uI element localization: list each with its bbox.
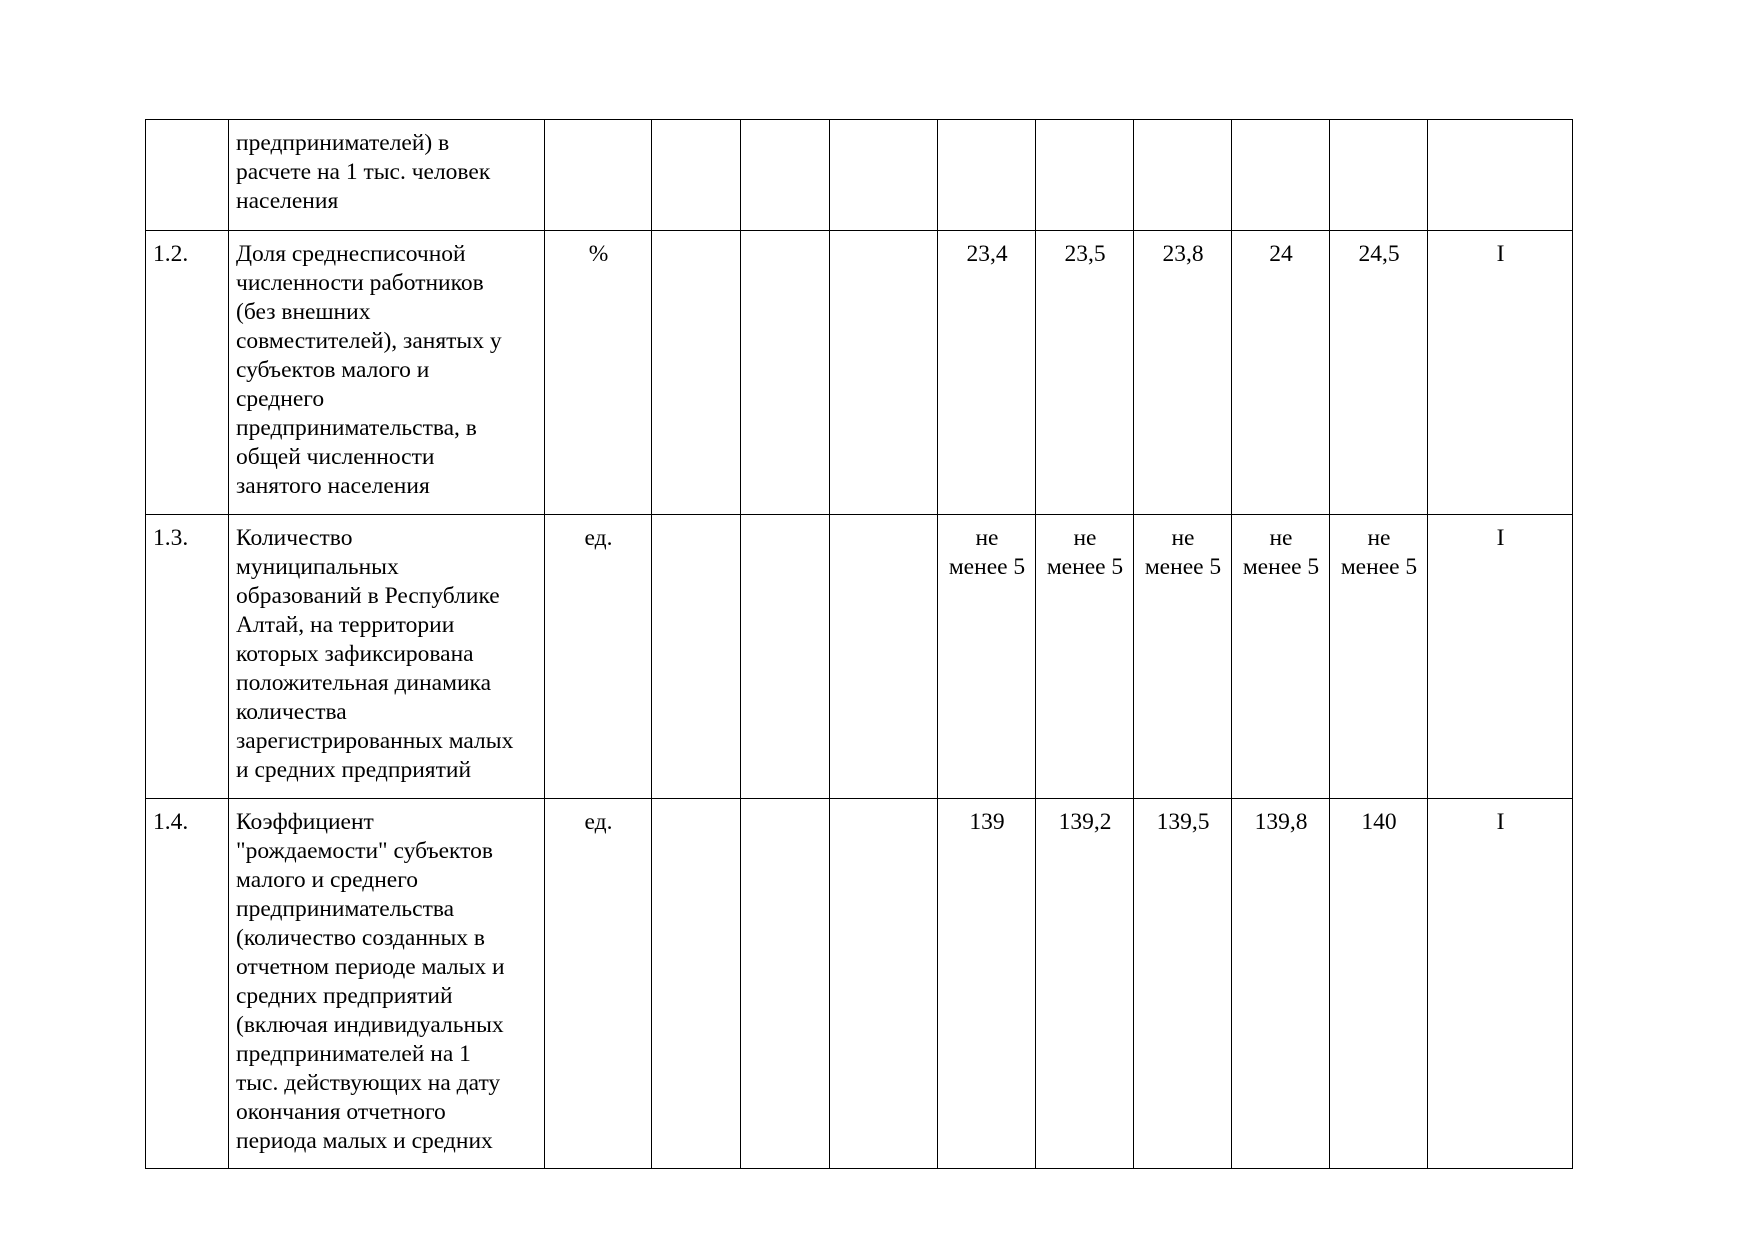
indicator-name-line: образований в Республике	[236, 583, 500, 609]
row-number: 1.3.	[146, 515, 229, 799]
value-cell	[1232, 120, 1330, 231]
row-number	[146, 120, 229, 231]
unit-cell: %	[545, 231, 652, 515]
indicator-name-line: зарегистрированных малых	[236, 728, 514, 754]
indicator-name-line: периода малых и средних	[236, 1128, 493, 1154]
indicator-name-line: расчете на 1 тыс. человек	[236, 159, 491, 185]
indicator-name-line: предпринимательства, в	[236, 415, 477, 441]
value-cell: 24,5	[1330, 231, 1428, 515]
indicator-name-line: муниципальных	[236, 554, 399, 580]
value-cell	[1036, 120, 1134, 231]
indicator-name-line: занятого населения	[236, 473, 430, 499]
indicator-name-line: "рождаемости" субъектов	[236, 838, 493, 864]
unit-cell: ед.	[545, 515, 652, 799]
indicator-name-line: субъектов малого и	[236, 357, 430, 383]
type-cell: I	[1428, 515, 1573, 799]
indicator-name-line: малого и среднего	[236, 867, 419, 893]
row-number: 1.2.	[146, 231, 229, 515]
unit-cell	[545, 120, 652, 231]
value-cell	[1330, 120, 1428, 231]
indicator-name-line: средних предприятий	[236, 983, 453, 1009]
indicator-name-line: (включая индивидуальных	[236, 1012, 504, 1038]
type-cell	[1428, 120, 1573, 231]
indicator-name-line: количества	[236, 699, 347, 725]
value-cell: 139,5	[1134, 799, 1232, 1169]
empty-cell	[741, 120, 830, 231]
indicator-name-line: положительная динамика	[236, 670, 492, 696]
empty-cell	[652, 231, 741, 515]
indicator-name-line: отчетном периоде малых и	[236, 954, 505, 980]
indicator-name-line: среднего	[236, 386, 325, 412]
empty-cell	[652, 515, 741, 799]
indicator-name	[229, 515, 545, 799]
unit-cell: ед.	[545, 799, 652, 1169]
value-cell: не менее 5	[1330, 515, 1428, 799]
indicator-name-line: (количество созданных в	[236, 925, 485, 951]
indicator-name-line: Коэффициент	[236, 809, 374, 835]
table-row	[146, 120, 1573, 231]
indicator-name	[229, 120, 545, 231]
indicator-name-line: предпринимателей на 1	[236, 1041, 471, 1067]
indicator-name-line: Доля среднесписочной	[236, 241, 466, 267]
type-cell: I	[1428, 799, 1573, 1169]
table-row	[146, 515, 1573, 799]
value-cell: 139,8	[1232, 799, 1330, 1169]
value-cell: не менее 5	[1036, 515, 1134, 799]
indicator-name-line: общей численности	[236, 444, 435, 470]
indicator-name-line: (без внешних	[236, 299, 371, 325]
indicator-name-line: населения	[236, 188, 339, 214]
empty-cell	[652, 120, 741, 231]
indicator-name-line: и средних предприятий	[236, 757, 472, 783]
empty-cell	[741, 799, 830, 1169]
value-cell: 139,2	[1036, 799, 1134, 1169]
indicator-name	[229, 231, 545, 515]
indicator-name-line: которых зафиксирована	[236, 641, 474, 667]
indicator-name-line: Алтай, на территории	[236, 612, 455, 638]
value-cell: 24	[1232, 231, 1330, 515]
empty-cell	[830, 120, 938, 231]
type-cell: I	[1428, 231, 1573, 515]
indicator-name-line: окончания отчетного	[236, 1099, 446, 1125]
indicators-table	[145, 119, 1573, 1169]
table-row	[146, 799, 1573, 1169]
value-cell: 23,4	[938, 231, 1036, 515]
empty-cell	[830, 799, 938, 1169]
value-cell	[1134, 120, 1232, 231]
empty-cell	[652, 799, 741, 1169]
indicator-name-line: тыс. действующих на дату	[236, 1070, 501, 1096]
indicator-name-line: предпринимательства	[236, 896, 455, 922]
empty-cell	[741, 515, 830, 799]
indicator-name	[229, 799, 545, 1169]
indicator-name-line: предпринимателей) в	[236, 130, 450, 156]
indicator-name-line: численности работников	[236, 270, 484, 296]
value-cell: не менее 5	[938, 515, 1036, 799]
indicator-name-line: совместителей), занятых у	[236, 328, 502, 354]
value-cell: 23,5	[1036, 231, 1134, 515]
indicator-name-line: Количество	[236, 525, 353, 551]
value-cell: не менее 5	[1232, 515, 1330, 799]
row-number: 1.4.	[146, 799, 229, 1169]
value-cell: не менее 5	[1134, 515, 1232, 799]
value-cell: 23,8	[1134, 231, 1232, 515]
table-row	[146, 231, 1573, 515]
empty-cell	[830, 515, 938, 799]
empty-cell	[741, 231, 830, 515]
empty-cell	[830, 231, 938, 515]
value-cell: 140	[1330, 799, 1428, 1169]
value-cell	[938, 120, 1036, 231]
value-cell: 139	[938, 799, 1036, 1169]
